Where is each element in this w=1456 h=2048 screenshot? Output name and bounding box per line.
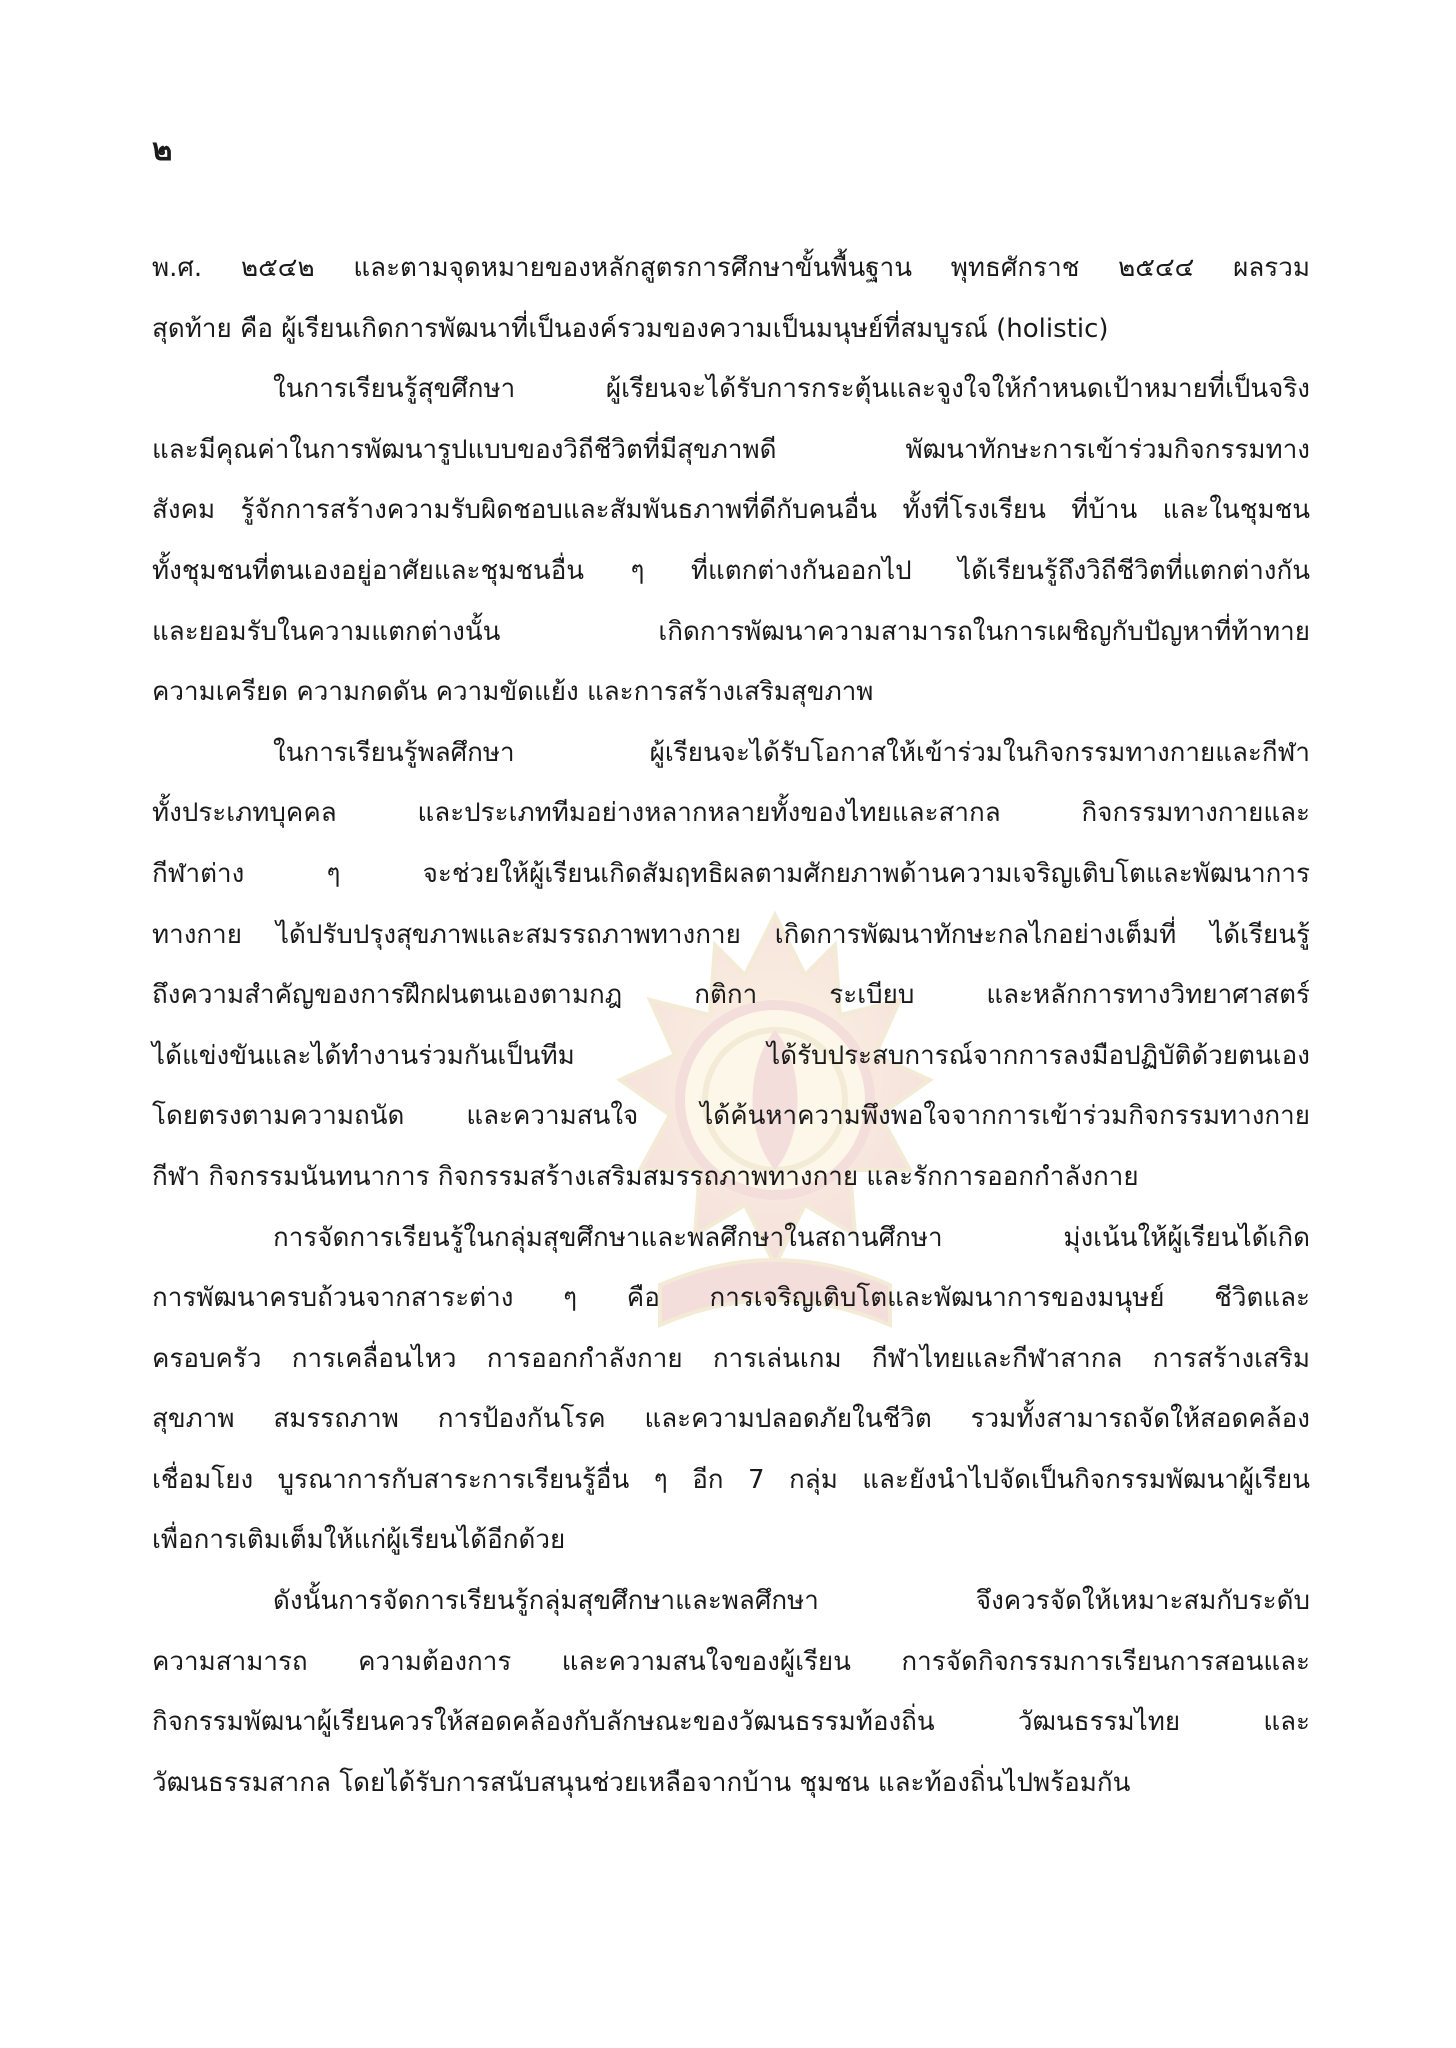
text-line: พ.ศ. ๒๕๔๒ และตามจุดหมายของหลักสูตรการศึกษาขั้นพื้นฐาน พุทธศักราช ๒๕๔๔ ผลรวม [152, 253, 1310, 283]
paragraph [152, 359, 1310, 723]
text-line: ความเครียด ความกดดัน ความขัดแย้ง และการสร้างเสริมสุขภาพ [152, 677, 874, 708]
text-line: การพัฒนาครบถ้วนจากสาระต่าง ๆ คือ การเจริญเติบโตและพัฒนาการของมนุษย์ ชีวิตและ [152, 1283, 1310, 1314]
text-line: กิจกรรมพัฒนาผู้เรียนควรให้สอดคล้องกับลักษณะของวัฒนธรรมท้องถิ่น วัฒนธรรมไทย และ [152, 1707, 1310, 1738]
text-line: ทางกาย ได้ปรับปรุงสุขภาพและสมรรถภาพทางกาย เกิดการพัฒนาทักษะกลไกอย่างเต็มที่ ได้เรียนรู้ [152, 919, 1310, 950]
paragraph [152, 723, 1310, 1208]
text-line: กีฬาต่าง ๆ จะช่วยให้ผู้เรียนเกิดสัมฤทธิผลตามศักยภาพด้านความเจริญเติบโตและพัฒนาการ [152, 858, 1310, 889]
text-line: วัฒนธรรมสากล โดยได้รับการสนับสนุนช่วยเหลือจากบ้าน ชุมชน และท้องถิ่นไปพร้อมกัน [152, 1767, 1131, 1798]
paragraph [152, 1571, 1310, 1813]
paragraph [152, 1208, 1310, 1572]
text-line: สุดท้าย คือ ผู้เรียนเกิดการพัฒนาที่เป็นองค์รวมของความเป็นมนุษย์ที่สมบูรณ์ (holistic) [152, 313, 1109, 344]
text-line: สุขภาพ สมรรถภาพ การป้องกันโรค และความปลอดภัยในชีวิต รวมทั้งสามารถจัดให้สอดคล้อง [152, 1404, 1310, 1435]
text-line: ทั้งประเภทบุคคล และประเภททีมอย่างหลากหลายทั้งของไทยและสากล กิจกรรมทางกายและ [152, 798, 1310, 829]
text-line: สังคม รู้จักการสร้างความรับผิดชอบและสัมพันธภาพที่ดีกับคนอื่น ทั้งที่โรงเรียน ที่บ้าน และในชุมชน [152, 495, 1310, 526]
text-line: เชื่อมโยง บูรณาการกับสาระการเรียนรู้อื่น ๆ อีก 7 กลุ่ม และยังนำไปจัดเป็นกิจกรรมพัฒนาผู้เรียน [152, 1464, 1310, 1495]
text-line: ถึงความสำคัญของการฝึกฝนตนเองตามกฎ กติกา ระเบียบ และหลักการทางวิทยาศาสตร์ [152, 980, 1310, 1011]
text-line: เพื่อการเติมเต็มให้แก่ผู้เรียนได้อีกด้วย [152, 1525, 566, 1556]
text-line: กีฬา กิจกรรมนันทนาการ กิจกรรมสร้างเสริมสมรรถภาพทางกาย และรักการออกกำลังกาย [152, 1161, 1139, 1192]
text-line: ครอบครัว การเคลื่อนไหว การออกกำลังกาย การเล่นเกม กีฬาไทยและกีฬาสากล การสร้างเสริม [152, 1343, 1310, 1374]
text-line: และมีคุณค่าในการพัฒนารูปแบบของวิถีชีวิตที่มีสุขภาพดี พัฒนาทักษะการเข้าร่วมกิจกรรมทาง [152, 434, 1310, 465]
page-number: ๒ [152, 132, 173, 168]
body-text [152, 238, 1310, 1813]
text-line: ในการเรียนรู้สุขศึกษา ผู้เรียนจะได้รับการกระตุ้นและจูงใจให้กำหนดเป้าหมายที่เป็นจริง [273, 374, 1310, 405]
text-line: การจัดการเรียนรู้ในกลุ่มสุขศึกษาและพลศึกษาในสถานศึกษา มุ่งเน้นให้ผู้เรียนได้เกิด [273, 1222, 1310, 1253]
text-line: และยอมรับในความแตกต่างนั้น เกิดการพัฒนาความสามารถในการเผชิญกับปัญหาที่ท้าทาย [152, 616, 1310, 647]
text-line: ในการเรียนรู้พลศึกษา ผู้เรียนจะได้รับโอกาสให้เข้าร่วมในกิจกรรมทางกายและกีฬา [273, 737, 1310, 768]
paragraph [152, 238, 1310, 359]
text-line: ได้แข่งขันและได้ทำงานร่วมกันเป็นทีม ได้รับประสบการณ์จากการลงมือปฏิบัติด้วยตนเอง [152, 1040, 1310, 1071]
text-line: ทั้งชุมชนที่ตนเองอยู่อาศัยและชุมชนอื่น ๆ ที่แตกต่างกันออกไป ได้เรียนรู้ถึงวิถีชีวิตที่แตกต่างกัน [152, 555, 1310, 586]
text-line: โดยตรงตามความถนัด และความสนใจ ได้ค้นหาความพึงพอใจจากการเข้าร่วมกิจกรรมทางกาย [152, 1101, 1310, 1132]
text-line: ดังนั้นการจัดการเรียนรู้กลุ่มสุขศึกษาและพลศึกษา จึงควรจัดให้เหมาะสมกับระดับ [273, 1586, 1310, 1617]
text-line: ความสามารถ ความต้องการ และความสนใจของผู้เรียน การจัดกิจกรรมการเรียนการสอนและ [152, 1646, 1310, 1677]
